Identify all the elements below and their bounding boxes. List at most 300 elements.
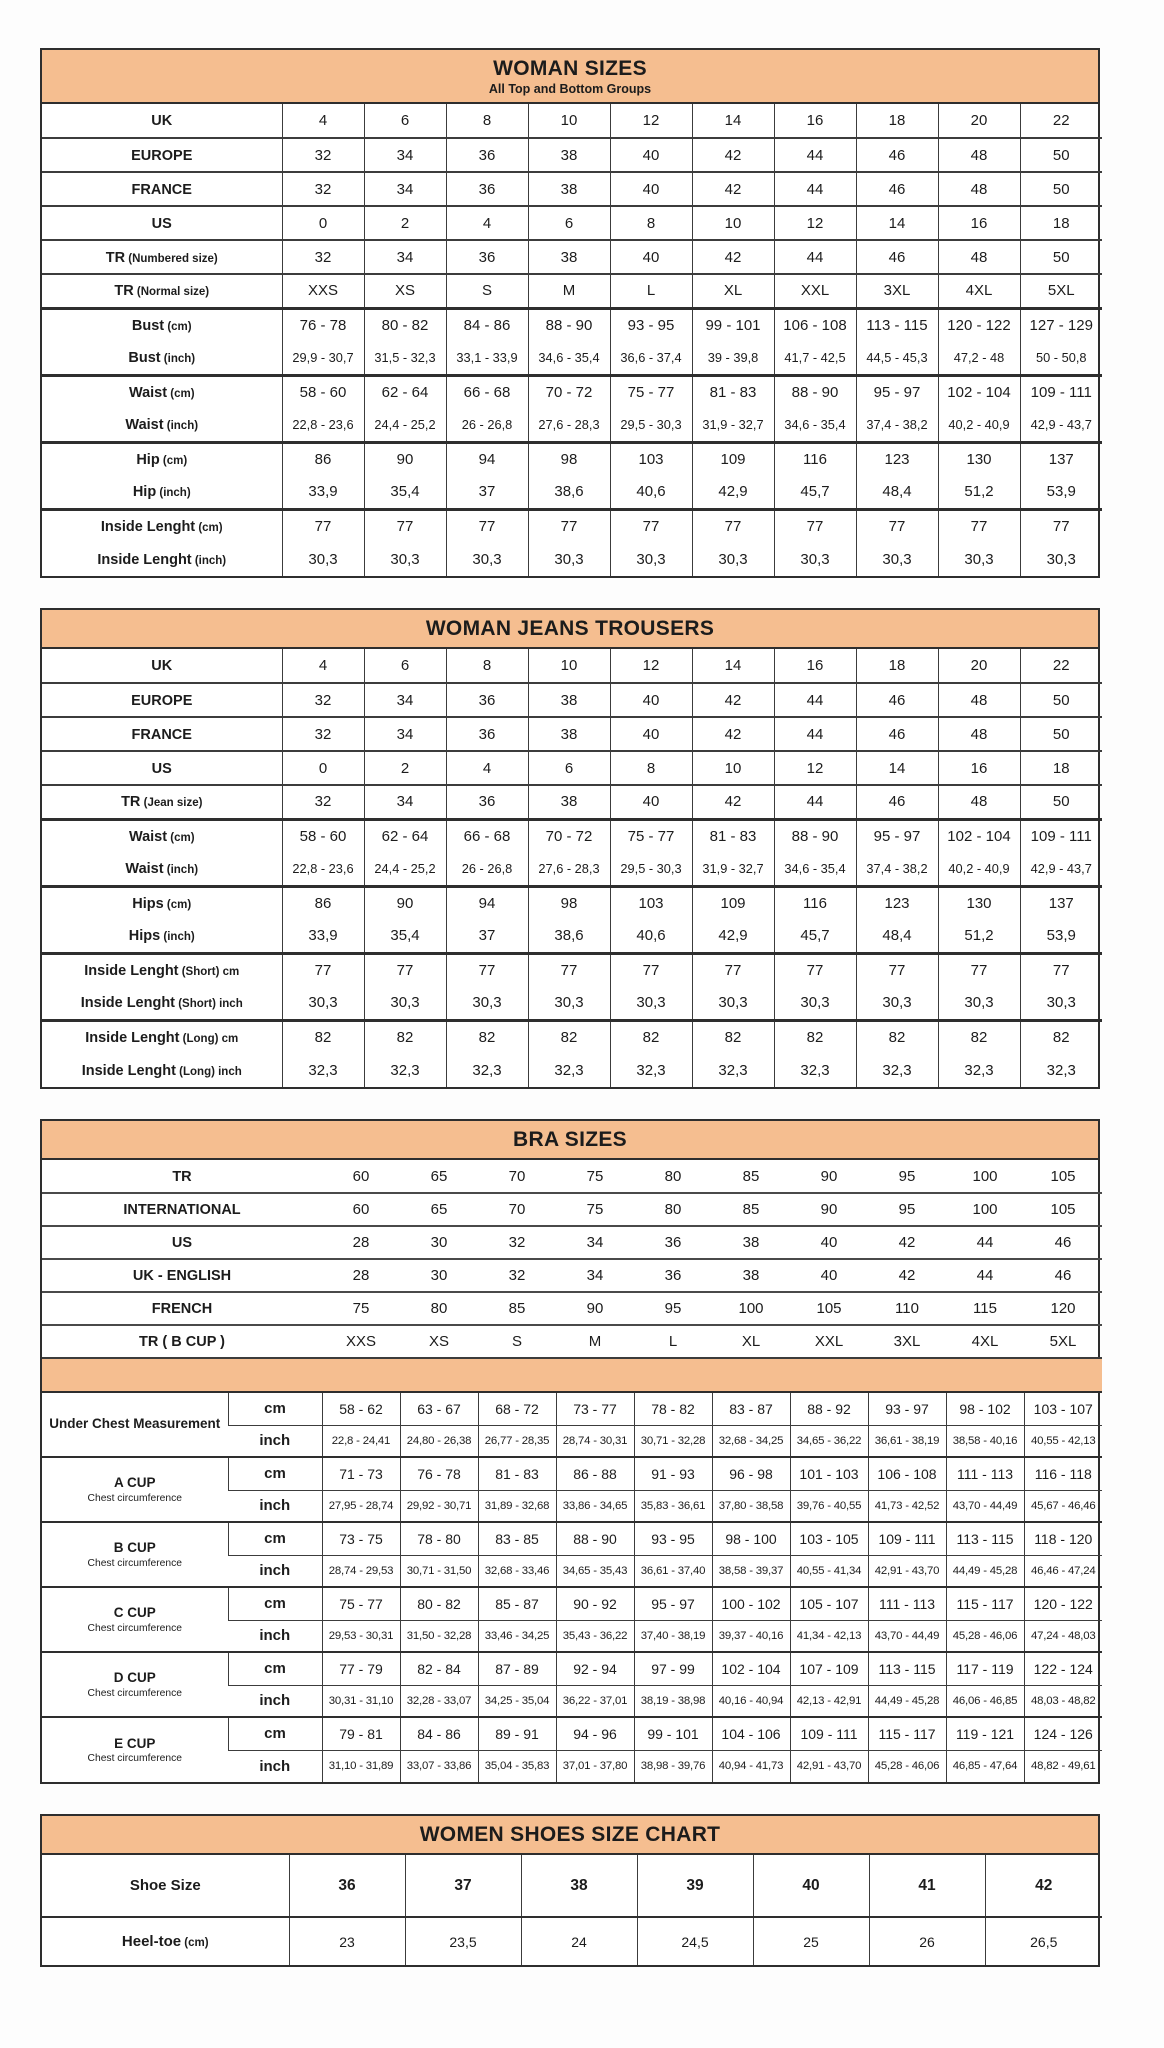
cell: 68 - 72 xyxy=(478,1392,556,1425)
row-label xyxy=(42,342,282,375)
cell: 33,9 xyxy=(282,920,364,953)
cell: 37 xyxy=(446,476,528,509)
cell: 90 xyxy=(790,1193,868,1226)
jeans-grid xyxy=(42,649,1098,1087)
cell: 38,98 - 39,76 xyxy=(634,1750,712,1782)
divider-strip xyxy=(42,1358,1102,1392)
cell: 6 xyxy=(364,649,446,683)
group-label-caption: Chest circumference xyxy=(87,1492,182,1504)
cell: 32,3 xyxy=(610,1054,692,1087)
table-row xyxy=(42,543,1102,576)
cell: 90 xyxy=(556,1292,634,1325)
cell: 24,4 - 25,2 xyxy=(364,409,446,442)
cell: 71 - 73 xyxy=(322,1457,400,1490)
cell: 80 - 82 xyxy=(400,1587,478,1620)
cell: 50 xyxy=(1020,138,1102,172)
cell: 103 - 105 xyxy=(790,1522,868,1555)
cell: 32,3 xyxy=(692,1054,774,1087)
table-title: WOMAN JEANS TROUSERS xyxy=(425,617,715,640)
cell: 109 - 111 xyxy=(790,1717,868,1750)
cell: 22,8 - 23,6 xyxy=(282,409,364,442)
cell: 40 xyxy=(610,717,692,751)
group-label-caption: Chest circumference xyxy=(87,1622,182,1634)
table-row xyxy=(42,987,1102,1020)
row-label xyxy=(42,1259,322,1292)
cell: 8 xyxy=(610,751,692,785)
cell: 23 xyxy=(289,1917,405,1965)
cell: 36,22 - 37,01 xyxy=(556,1685,634,1717)
cell: 12 xyxy=(610,649,692,683)
cell: 81 - 83 xyxy=(692,819,774,853)
group-label-caption: Chest circumference xyxy=(87,1687,182,1699)
cell: 4 xyxy=(446,206,528,240)
cell: 36,61 - 37,40 xyxy=(634,1555,712,1587)
bra-title-band xyxy=(42,1121,1098,1160)
cell: 32,68 - 34,25 xyxy=(712,1425,790,1457)
cell: 3XL xyxy=(868,1325,946,1358)
cell: M xyxy=(528,274,610,308)
cell: 120 xyxy=(1024,1292,1102,1325)
row-label-text: TR ( B CUP ) xyxy=(139,1334,225,1350)
row-label-text: INTERNATIONAL xyxy=(123,1202,241,1218)
cell: XS xyxy=(400,1325,478,1358)
cell: 82 xyxy=(282,1020,364,1054)
cell: 44 xyxy=(774,717,856,751)
cell: 48 xyxy=(938,172,1020,206)
cell: 88 - 90 xyxy=(774,819,856,853)
cell: 58 - 62 xyxy=(322,1392,400,1425)
cell: 36 xyxy=(446,172,528,206)
cell: XXL xyxy=(774,274,856,308)
cell: 48 xyxy=(938,240,1020,274)
cell: 105 xyxy=(790,1292,868,1325)
cell: 6 xyxy=(364,104,446,138)
row-label-text: UK xyxy=(151,658,173,674)
table-row xyxy=(42,409,1102,442)
group-label-text: D CUP xyxy=(113,1670,156,1686)
row-label-text: Waist xyxy=(125,417,164,434)
cell: 113 - 115 xyxy=(856,308,938,342)
table-row xyxy=(42,206,1102,240)
group-label-text: C CUP xyxy=(113,1605,156,1621)
cell: 80 xyxy=(634,1193,712,1226)
row-label-text: US xyxy=(151,760,172,777)
group-label xyxy=(42,1392,228,1457)
cell: 39 xyxy=(637,1855,753,1917)
cell: 27,95 - 28,74 xyxy=(322,1490,400,1522)
cell: 31,5 - 32,3 xyxy=(364,342,446,375)
cell: 97 - 99 xyxy=(634,1652,712,1685)
table-row xyxy=(42,342,1102,375)
cell: 42 xyxy=(692,138,774,172)
cell: 34 xyxy=(364,138,446,172)
cell: 42,9 - 43,7 xyxy=(1020,853,1102,886)
table-row xyxy=(42,853,1102,886)
table-row xyxy=(42,476,1102,509)
table-row xyxy=(42,274,1102,308)
cell: 44,5 - 45,3 xyxy=(856,342,938,375)
cell: 84 - 86 xyxy=(400,1717,478,1750)
cell: 42 xyxy=(692,172,774,206)
cell: 38 xyxy=(712,1259,790,1292)
cell: 5XL xyxy=(1024,1325,1102,1358)
group-label xyxy=(42,1717,228,1782)
cell: 34 xyxy=(556,1259,634,1292)
cell: 22,8 - 24,41 xyxy=(322,1425,400,1457)
cell: 77 xyxy=(774,953,856,987)
cell: 98 - 102 xyxy=(946,1392,1024,1425)
cell: 30 xyxy=(400,1259,478,1292)
cell: 32 xyxy=(478,1226,556,1259)
cell: 44 xyxy=(946,1259,1024,1292)
cell: 46 xyxy=(1024,1259,1102,1292)
cell: 46 xyxy=(856,172,938,206)
cell: 48,03 - 48,82 xyxy=(1024,1685,1102,1717)
row-label xyxy=(42,1325,322,1358)
cell: 66 - 68 xyxy=(446,819,528,853)
cell: 109 - 111 xyxy=(868,1522,946,1555)
cell: 31,10 - 31,89 xyxy=(322,1750,400,1782)
row-label xyxy=(42,172,282,206)
row-label-suffix: (cm) xyxy=(163,899,192,912)
cell: 16 xyxy=(774,649,856,683)
cell: 40 xyxy=(610,172,692,206)
cell: 60 xyxy=(352,1167,370,1185)
cell: 85 xyxy=(712,1193,790,1226)
cell: 18 xyxy=(1020,751,1102,785)
cell: 39,76 - 40,55 xyxy=(790,1490,868,1522)
row-label xyxy=(42,1226,322,1259)
cell: 2 xyxy=(364,751,446,785)
cell: 82 xyxy=(364,1020,446,1054)
row-label xyxy=(42,649,282,683)
cell: 42 xyxy=(692,683,774,717)
cell: 32,3 xyxy=(364,1054,446,1087)
cell: 38,6 xyxy=(528,920,610,953)
cell: 32 xyxy=(478,1259,556,1292)
cell: 77 xyxy=(856,953,938,987)
cell: 77 xyxy=(610,509,692,543)
cell: 98 - 100 xyxy=(712,1522,790,1555)
cell: 5XL xyxy=(1020,274,1102,308)
bra-sizes-table xyxy=(42,1160,1102,1782)
cell: 80 xyxy=(664,1167,682,1185)
cell: 96 - 98 xyxy=(712,1457,790,1490)
cell: 32,3 xyxy=(938,1054,1020,1087)
row-label-text: Inside Lenght xyxy=(80,995,176,1012)
row-label xyxy=(42,920,282,953)
cell: 37,4 - 38,2 xyxy=(856,409,938,442)
cell: 110 xyxy=(868,1292,946,1325)
group-label-text: E CUP xyxy=(114,1735,156,1751)
cell: 16 xyxy=(774,104,856,138)
group-label-caption: Chest circumference xyxy=(87,1557,182,1569)
cell: 77 xyxy=(1020,953,1102,987)
cell: 46,46 - 47,24 xyxy=(1024,1555,1102,1587)
cell: 25 xyxy=(753,1917,869,1965)
woman-sizes-title-band xyxy=(42,50,1098,104)
cell: 116 xyxy=(774,442,856,476)
cell: 10 xyxy=(692,751,774,785)
table-row xyxy=(42,104,1102,138)
unit-label-inch: inch xyxy=(228,1490,322,1522)
cell: 98 xyxy=(528,886,610,920)
row-label xyxy=(42,683,282,717)
cell: 37,40 - 38,19 xyxy=(634,1620,712,1652)
cell: 75 xyxy=(586,1167,604,1185)
cell: 31,50 - 32,28 xyxy=(400,1620,478,1652)
row-label-text: TR xyxy=(121,794,141,811)
cell: 103 - 107 xyxy=(1024,1392,1102,1425)
cell: 42 xyxy=(868,1259,946,1292)
cell: 82 xyxy=(1020,1020,1102,1054)
cell: 99 - 101 xyxy=(634,1717,712,1750)
cell: 115 - 117 xyxy=(868,1717,946,1750)
divider-strip-bar xyxy=(42,1358,1102,1392)
table-row xyxy=(42,920,1102,953)
cell: 107 - 109 xyxy=(790,1652,868,1685)
cell: 50 xyxy=(1020,717,1102,751)
cell: 36 xyxy=(446,138,528,172)
cell: 32 xyxy=(282,785,364,819)
cell: 40,55 - 42,13 xyxy=(1024,1425,1102,1457)
cell: 88 - 92 xyxy=(790,1392,868,1425)
table-title: BRA SIZES xyxy=(513,1128,627,1151)
cell: 32,3 xyxy=(856,1054,938,1087)
cell: 34,6 - 35,4 xyxy=(528,342,610,375)
cell: 46 xyxy=(856,717,938,751)
cell: 75 xyxy=(322,1292,400,1325)
cell: 63 - 67 xyxy=(400,1392,478,1425)
group-label-text: Under Chest Measurement xyxy=(49,1416,221,1432)
cell: 36,6 - 37,4 xyxy=(610,342,692,375)
unit-label-cm: cm xyxy=(228,1457,322,1490)
cell: 130 xyxy=(938,886,1020,920)
cell: 40,94 - 41,73 xyxy=(712,1750,790,1782)
row-label-text: FRENCH xyxy=(151,1301,213,1317)
row-label-text: UK - ENGLISH xyxy=(132,1268,232,1284)
cell: 36,61 - 38,19 xyxy=(868,1425,946,1457)
cell: 38 xyxy=(528,240,610,274)
cell: 113 - 115 xyxy=(868,1652,946,1685)
cell: 82 xyxy=(610,1020,692,1054)
row-label xyxy=(42,886,282,920)
cell: 53,9 xyxy=(1020,920,1102,953)
cell: 30,3 xyxy=(938,543,1020,576)
cell: 22 xyxy=(1020,649,1102,683)
cell: 82 xyxy=(856,1020,938,1054)
cell: 40 xyxy=(790,1226,868,1259)
cell: 34 xyxy=(556,1226,634,1259)
cell: XL xyxy=(692,274,774,308)
cell: 77 xyxy=(528,509,610,543)
cell: 38,58 - 40,16 xyxy=(946,1425,1024,1457)
row-label xyxy=(42,751,282,785)
cell: M xyxy=(556,1325,634,1358)
table-row xyxy=(42,1292,1102,1325)
cell: 38,58 - 39,37 xyxy=(712,1555,790,1587)
row-label xyxy=(42,853,282,886)
cell: 93 - 95 xyxy=(610,308,692,342)
cell: 34,6 - 35,4 xyxy=(774,409,856,442)
cell: 50 xyxy=(1020,172,1102,206)
cell: 78 - 82 xyxy=(634,1392,712,1425)
jeans-title-band xyxy=(42,610,1098,649)
table-subtitle: All Top and Bottom Groups xyxy=(488,82,652,96)
cell: 37,4 - 38,2 xyxy=(856,853,938,886)
cell: 32 xyxy=(282,683,364,717)
table-row xyxy=(42,172,1102,206)
cell: 104 - 106 xyxy=(712,1717,790,1750)
cell: 32,3 xyxy=(528,1054,610,1087)
row-label-text: FRANCE xyxy=(131,726,192,743)
cell: 34 xyxy=(364,785,446,819)
cell: 29,9 - 30,7 xyxy=(282,342,364,375)
cell: 34,25 - 35,04 xyxy=(478,1685,556,1717)
cell: 27,6 - 28,3 xyxy=(528,853,610,886)
cell: 77 xyxy=(528,953,610,987)
cell: 38,19 - 38,98 xyxy=(634,1685,712,1717)
row-label xyxy=(42,375,282,409)
cell: 38 xyxy=(528,683,610,717)
unit-label-cm: cm xyxy=(228,1652,322,1685)
cell: 58 - 60 xyxy=(282,819,364,853)
cell: 90 xyxy=(364,442,446,476)
cell: 77 - 79 xyxy=(322,1652,400,1685)
cell: 31,89 - 32,68 xyxy=(478,1490,556,1522)
cell: 91 - 93 xyxy=(634,1457,712,1490)
cell: 48,4 xyxy=(856,476,938,509)
cell: 30,3 xyxy=(446,543,528,576)
cell: 89 - 91 xyxy=(478,1717,556,1750)
cell: 42,9 xyxy=(692,476,774,509)
row-label xyxy=(42,1292,322,1325)
cell: 30,71 - 32,28 xyxy=(634,1425,712,1457)
cell: XS xyxy=(364,274,446,308)
row-label xyxy=(42,953,282,987)
row-label xyxy=(42,717,282,751)
unit-label-inch: inch xyxy=(228,1555,322,1587)
row-label-text: UK xyxy=(151,113,173,129)
row-label xyxy=(42,509,282,543)
table-row xyxy=(42,1020,1102,1054)
cell: 48 xyxy=(938,138,1020,172)
cell: 100 xyxy=(712,1292,790,1325)
cell: 127 - 129 xyxy=(1020,308,1102,342)
cell: 46 xyxy=(856,240,938,274)
row-label xyxy=(42,785,282,819)
cell: 34 xyxy=(364,172,446,206)
row-label-text: TR xyxy=(172,1168,192,1185)
cell: S xyxy=(478,1325,556,1358)
cell: 103 xyxy=(610,886,692,920)
cell: 14 xyxy=(692,104,774,138)
cell: 93 - 95 xyxy=(634,1522,712,1555)
cell: 32 xyxy=(282,138,364,172)
cell: 30,31 - 31,10 xyxy=(322,1685,400,1717)
table-row xyxy=(42,649,1102,683)
cell: 4XL xyxy=(946,1325,1024,1358)
cell: 34,6 - 35,4 xyxy=(774,853,856,886)
cell: 95 xyxy=(634,1292,712,1325)
unit-label-inch: inch xyxy=(228,1750,322,1782)
cell: 0 xyxy=(282,751,364,785)
row-label xyxy=(42,476,282,509)
cell: 40 xyxy=(753,1855,869,1917)
row-label-suffix: (cm) xyxy=(181,1937,209,1949)
cell: 30,3 xyxy=(610,543,692,576)
cell: 42 xyxy=(692,785,774,819)
row-label-text: Bust xyxy=(128,350,161,367)
cell: 20 xyxy=(938,649,1020,683)
cell: 38 xyxy=(521,1855,637,1917)
cell: 29,53 - 30,31 xyxy=(322,1620,400,1652)
cell: 82 xyxy=(446,1020,528,1054)
cell: 8 xyxy=(446,649,528,683)
cell: 30,3 xyxy=(856,543,938,576)
row-label-text: Waist xyxy=(125,861,164,878)
cell: 95 xyxy=(898,1167,916,1185)
cell: 87 - 89 xyxy=(478,1652,556,1685)
cell: 44 xyxy=(774,138,856,172)
cell: 70 - 72 xyxy=(528,819,610,853)
cell: 28,74 - 29,53 xyxy=(322,1555,400,1587)
cell: 4 xyxy=(446,751,528,785)
cell: 31,9 - 32,7 xyxy=(692,853,774,886)
row-label-text: Inside Lenght xyxy=(81,1063,176,1079)
cell: 40,6 xyxy=(610,476,692,509)
cell: 16 xyxy=(938,206,1020,240)
row-label xyxy=(42,1193,322,1226)
row-label-suffix: (inch) xyxy=(163,420,199,433)
row-label-suffix: (Short) inch xyxy=(175,998,243,1011)
cell: 82 xyxy=(528,1020,610,1054)
cell: 77 xyxy=(692,509,774,543)
cell: 115 xyxy=(946,1292,1024,1325)
cell: 123 xyxy=(856,886,938,920)
cell: 34 xyxy=(364,240,446,274)
cell: 45,28 - 46,06 xyxy=(868,1750,946,1782)
cell: 85 xyxy=(478,1292,556,1325)
cell: 86 xyxy=(282,886,364,920)
cell: 38 xyxy=(528,717,610,751)
cell: 33,07 - 33,86 xyxy=(400,1750,478,1782)
cell: 26 xyxy=(869,1917,985,1965)
cell: 36 xyxy=(289,1855,405,1917)
cell: 26 - 26,8 xyxy=(446,409,528,442)
cell: 4 xyxy=(282,649,364,683)
cell: 30,3 xyxy=(692,543,774,576)
cell: 76 - 78 xyxy=(282,308,364,342)
cell: 65 xyxy=(430,1167,448,1185)
row-label xyxy=(42,1855,289,1917)
cell: 40,6 xyxy=(610,920,692,953)
cell: 14 xyxy=(856,751,938,785)
cell: 82 xyxy=(692,1020,774,1054)
cell: 77 xyxy=(364,953,446,987)
cell: 24,80 - 26,38 xyxy=(400,1425,478,1457)
row-label-suffix: (Normal size) xyxy=(133,286,210,299)
cell: 30,3 xyxy=(610,987,692,1020)
cell: 29,5 - 30,3 xyxy=(610,409,692,442)
cell: 4XL xyxy=(938,274,1020,308)
cell: 24 xyxy=(521,1917,637,1965)
cell: 10 xyxy=(528,649,610,683)
row-label xyxy=(42,104,282,138)
row-label-suffix: (Numbered size) xyxy=(125,252,218,265)
cell: 35,43 - 36,22 xyxy=(556,1620,634,1652)
cell: 124 - 126 xyxy=(1024,1717,1102,1750)
